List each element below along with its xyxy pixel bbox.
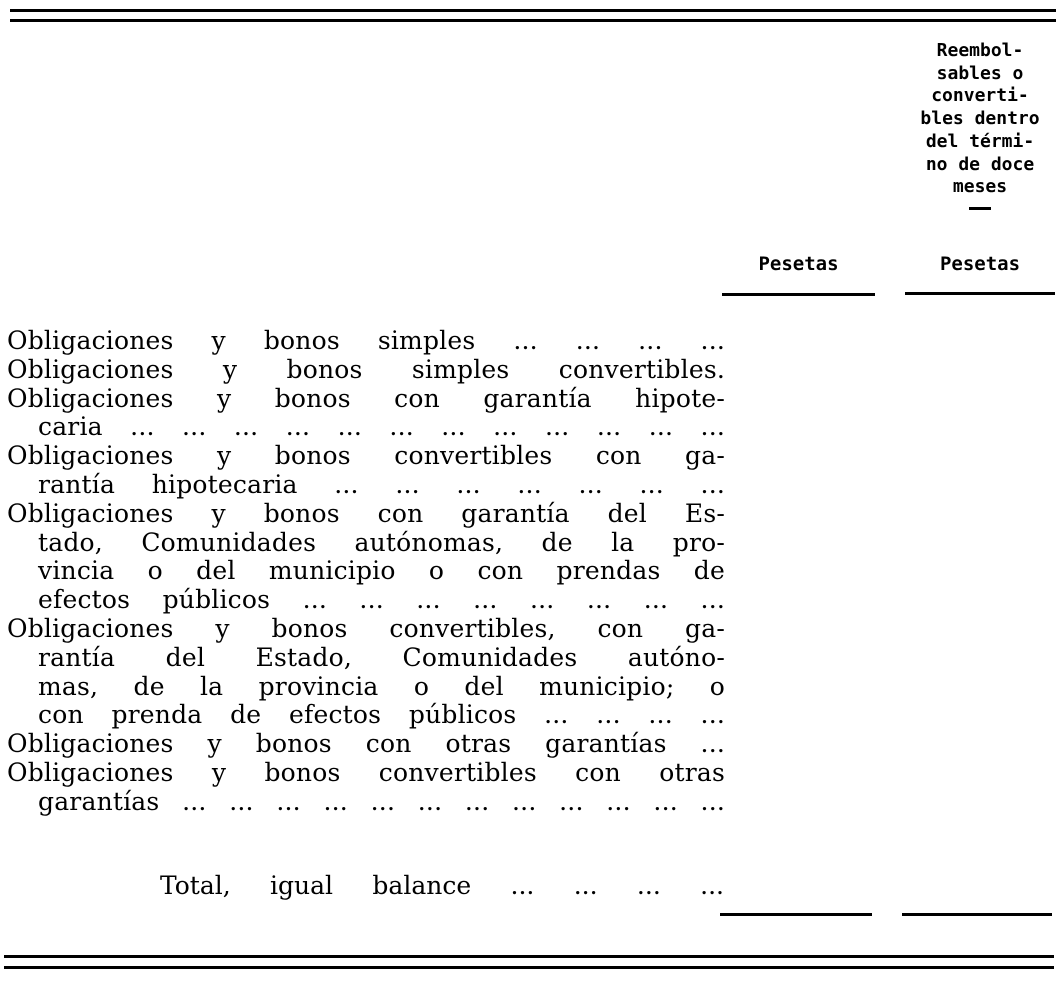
row-label-line: con prenda de efectos públicos ... ... ... ... [38, 701, 725, 730]
header-line: meses [952, 176, 1008, 198]
header-dash [969, 207, 991, 210]
row-label-line: rantía del Estado, Comunidades autóno- [38, 643, 725, 672]
row-label-line: mas, de la provincia o del municipio; o [38, 672, 725, 701]
column-header-reembolsables [903, 40, 1057, 216]
total-rule-pesetas [720, 913, 872, 916]
header-line: del térmi- [925, 130, 1035, 152]
row-label-line: Obligaciones y bonos convertibles, con ga- [7, 614, 725, 643]
row-labels [7, 327, 725, 817]
table-row [7, 615, 725, 730]
row-label-line: Obligaciones y bonos con otras garantías ... [7, 730, 725, 759]
column-unit-pesetas: Pesetas [758, 253, 839, 275]
row-label-line: Obligaciones y bonos simples ... ... ... ... [7, 327, 725, 355]
row-label-line: Obligaciones y bonos simples convertibles. [7, 355, 725, 384]
header-line: no de doce [925, 153, 1035, 175]
row-label-line: rantía hipotecaria ... ... ... ... ... ... ... [38, 470, 725, 499]
table-row [7, 442, 725, 500]
top-rule-1 [10, 9, 1056, 12]
table-row [7, 759, 725, 817]
row-label-line: tado, Comunidades autónomas, de la pro- [38, 528, 725, 557]
total-row-label: Total, igual balance ... ... ... ... [160, 871, 724, 900]
header-line: converti- [931, 85, 1029, 107]
column-unit-reembolsables: Pesetas [939, 253, 1021, 275]
bottom-rule-1 [4, 955, 1054, 958]
top-rule-2 [10, 19, 1056, 22]
table-row [7, 500, 725, 615]
table-row [7, 327, 725, 356]
row-label-line: Obligaciones y bonos convertibles con otras [7, 758, 725, 787]
header-rule-pesetas [722, 293, 875, 296]
row-label-line: Obligaciones y bonos con garantía del Es- [7, 499, 725, 528]
row-label-line: garantías ... ... ... ... ... ... ... ... ... ... ... ... [38, 787, 725, 816]
header-line: bles dentro [920, 108, 1040, 130]
row-label-line: Obligaciones y bonos convertibles con ga- [7, 442, 725, 471]
table-row [7, 385, 725, 443]
row-label-line: caria ... ... ... ... ... ... ... ... ... ... ... ... [38, 413, 725, 442]
header-line: Reembol- [936, 40, 1024, 61]
table-row [7, 356, 725, 385]
row-label-line: Obligaciones y bonos con garantía hipote- [7, 384, 725, 413]
row-label-line: vincia o del municipio o con prendas de [38, 557, 725, 586]
header-line: sables o [936, 62, 1024, 84]
table-row [7, 730, 725, 759]
total-rule-reembolsables [902, 913, 1052, 916]
row-label-line: efectos públicos ... ... ... ... ... ... ... ... [38, 586, 725, 615]
bottom-rule-2 [4, 966, 1054, 969]
header-rule-reembolsables [905, 292, 1055, 295]
